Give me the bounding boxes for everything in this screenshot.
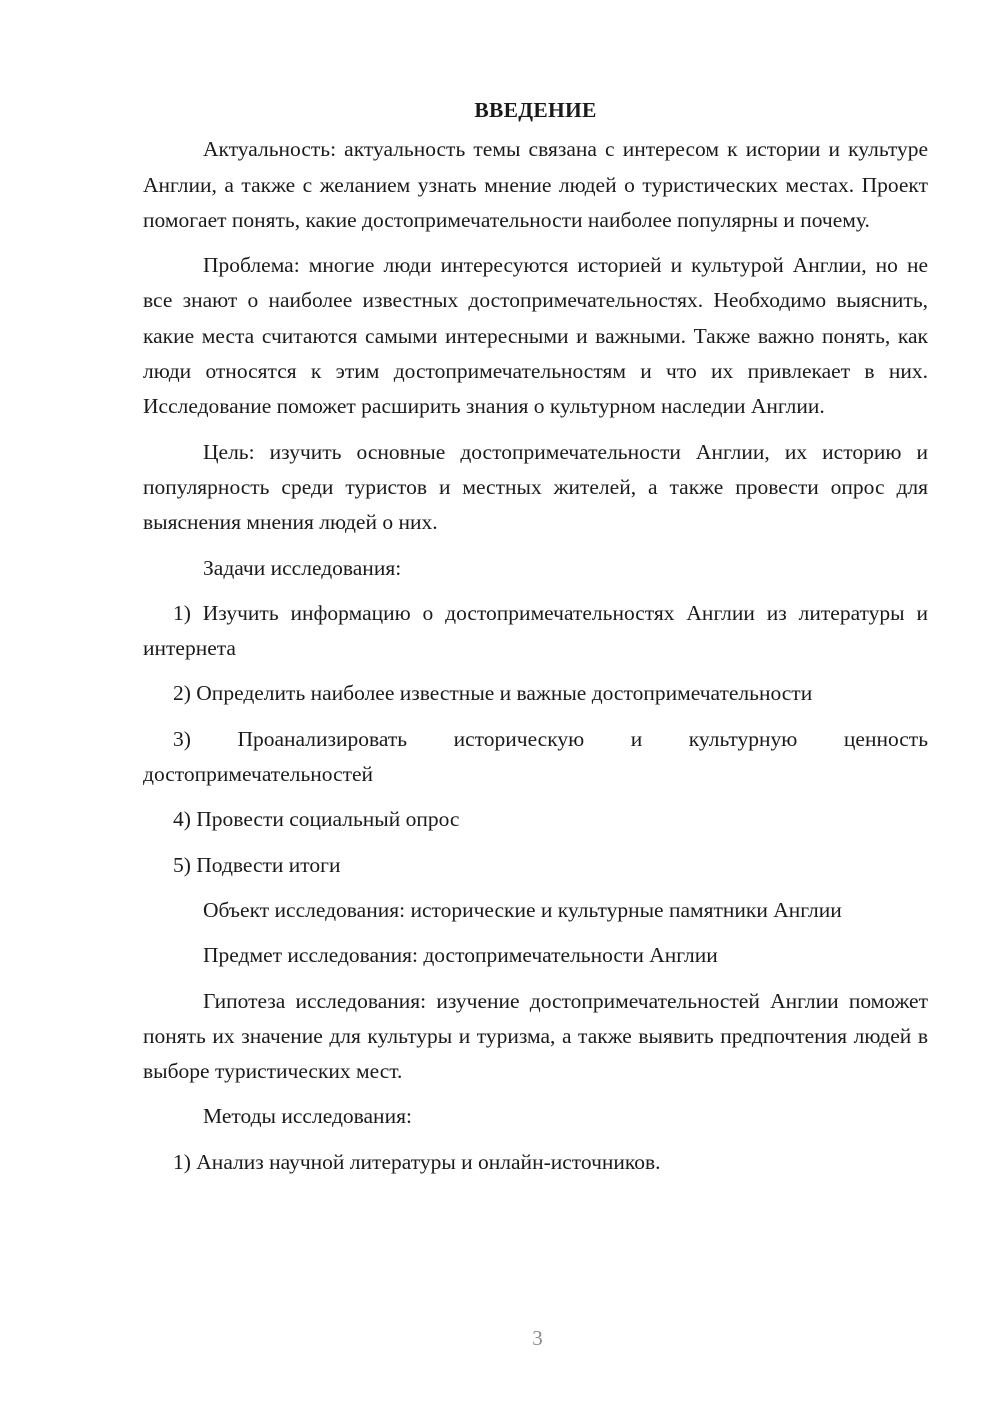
task-item-5: 5) Подвести итоги: [173, 852, 341, 877]
paragraph-problem: Проблема: многие люди интересуются историей и культурой Англии, но не все знают о наиболее известных достопримечательностях. Необходимо выяснить, какие места считаются самыми интересными и важными. Также важно понять, как люди относятся к этим достопримечательностям и что их привлекает в них. Исследование поможет расширить знания о культурном наследии Англии.: [143, 253, 928, 419]
paragraph-hypothesis: Гипотеза исследования: изучение достопримечательностей Англии поможет понять их значение для культуры и туризма, а также выявить предпочтения людей в выборе туристических мест.: [143, 988, 928, 1084]
task-item-2: 2) Определить наиболее известные и важные достопримечательности: [173, 681, 813, 706]
paragraph-subject: Предмет исследования: достопримечательности Англии: [203, 943, 718, 968]
paragraph-relevance: Актуальность: актуальность темы связана с интересом к истории и культуре Англии, а также с желанием узнать мнение людей о туристических местах. Проект помогает понять, какие достопримечательности наиболее популярны и почему.: [143, 137, 928, 232]
task-item-3: 3) Проанализировать историческую и культурную ценность достопримечательностей: [143, 726, 928, 787]
paragraph-tasks-heading: Задачи исследования:: [203, 555, 402, 580]
paragraph-methods-heading: Методы исследования:: [203, 1104, 412, 1129]
paragraph-goal: Цель: изучить основные достопримечательности Англии, их историю и популярность среди туристов и местных жителей, а также провести опрос для выяснения мнения людей о них.: [143, 439, 928, 535]
task-item-1: 1) Изучить информацию о достопримечательностях Англии из литературы и интернета: [143, 600, 928, 661]
paragraph-object: Объект исследования: исторические и культурные памятники Англии: [203, 897, 842, 922]
method-item-1: 1) Анализ научной литературы и онлайн-источников.: [173, 1149, 661, 1174]
page-number: 3: [532, 1326, 543, 1350]
page-title: ВВЕДЕНИЕ: [474, 98, 597, 122]
task-item-4: 4) Провести социальный опрос: [173, 807, 460, 832]
document-body: [143, 93, 928, 1190]
